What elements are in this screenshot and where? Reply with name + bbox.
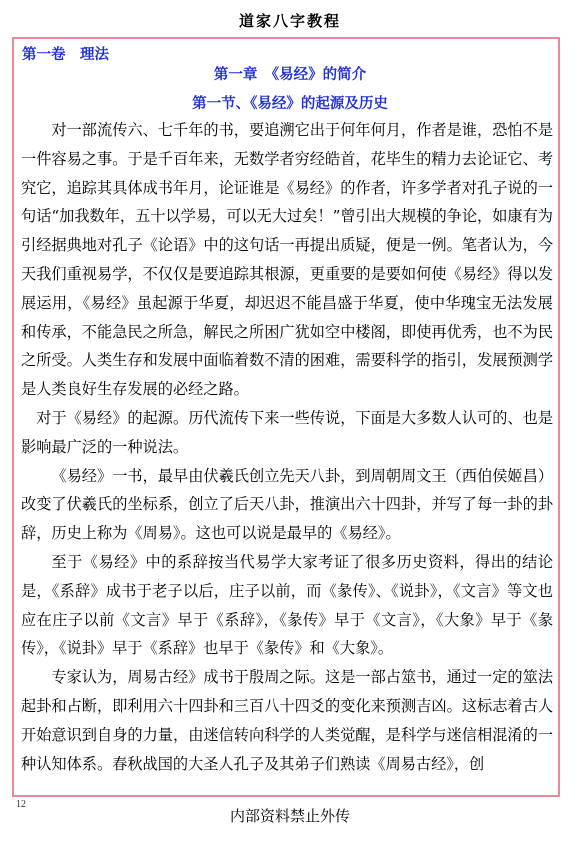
document-header-title: 道家八字教程 [238, 12, 341, 30]
chapter-heading: 第一章 《易经》的简介 [213, 66, 367, 83]
paragraph-5: 专家认为，周易古经》成书于殷周之际。这是一部占筮书，通过一定的筮法起卦和占断，即利用六十四卦和三百八十四爻的变化来预测吉凶。这标志着古人开始意识到自身的力量，由迷信转向科学的人类觉醒，是科学与迷信相混淆的一种认知体系。春秋战国的大圣人孔子及其弟子们熟读《周易古经》，创 [21, 668, 553, 773]
paragraph-2: 对于《易经》的起源。历代流传下来一些传说，下面是大多数人认可的、也是影响最广泛的一种说法。 [21, 408, 553, 456]
footer-notice: 内部资料禁止外传 [229, 807, 350, 825]
paragraph-1: 对一部流传六、七千年的书，要追溯它出于何年何月，作者是谁，恐怕不是一件容易之事。于是千百年来，无数学者穷经皓首，花毕生的精力去论证它、考究它，追踪其具体成书年月，论证谁是《易经》的作者，许多学者对孔子说的一句话“加我数年，五十以学易，可以无大过矣！”曾引出大规模的争论，如康有为引经据典地对孔子《论语》中的这句话一再提出质疑，便是一例。笔者认为，今天我们重视易学，不仅仅是要追踪其根源，更重要的是要如何使《易经》得以发展运用，《易经》虽起源于华夏，却迟迟不能昌盛于华夏，使中华瑰宝无法发展和传承，不能急民之所急，解民之所困广犹如空中楼阁，即使再优秀，也不为民之所受。人类生存和发展中面临着数不清的困难，需要科学的指引，发展预测学是人类良好生存发展的必经之路。 [21, 121, 553, 399]
body-text [21, 116, 553, 778]
volume-heading: 第一卷 理法 [22, 46, 109, 63]
paragraph-3: 《易经》一书，最早由伏羲氏创立先天八卦，到周朝周文王（西伯侯姬昌）改变了伏羲氏的坐标系，创立了后天八卦，推演出六十四卦，并写了每一卦的卦辞，历史上称为《周易》。这也可以说是最早的《易经》。 [21, 466, 553, 543]
paragraph-4: 至于《易经》中的系辞按当代易学大家考证了很多历史资料，得出的结论是，《系辞》成书于老子以后，庄子以前，而《彖传》、《说卦》，《文言》等文也应在庄子以前《文言》早于《系辞》，《彖传》早于《文言》，《大象》早于《彖传》，《说卦》早于《系辞》也早于《彖传》和《大象》。 [21, 552, 553, 658]
section-heading: 第一节、《易经》的起源及历史 [192, 95, 388, 112]
page-number: 12 [16, 799, 26, 810]
